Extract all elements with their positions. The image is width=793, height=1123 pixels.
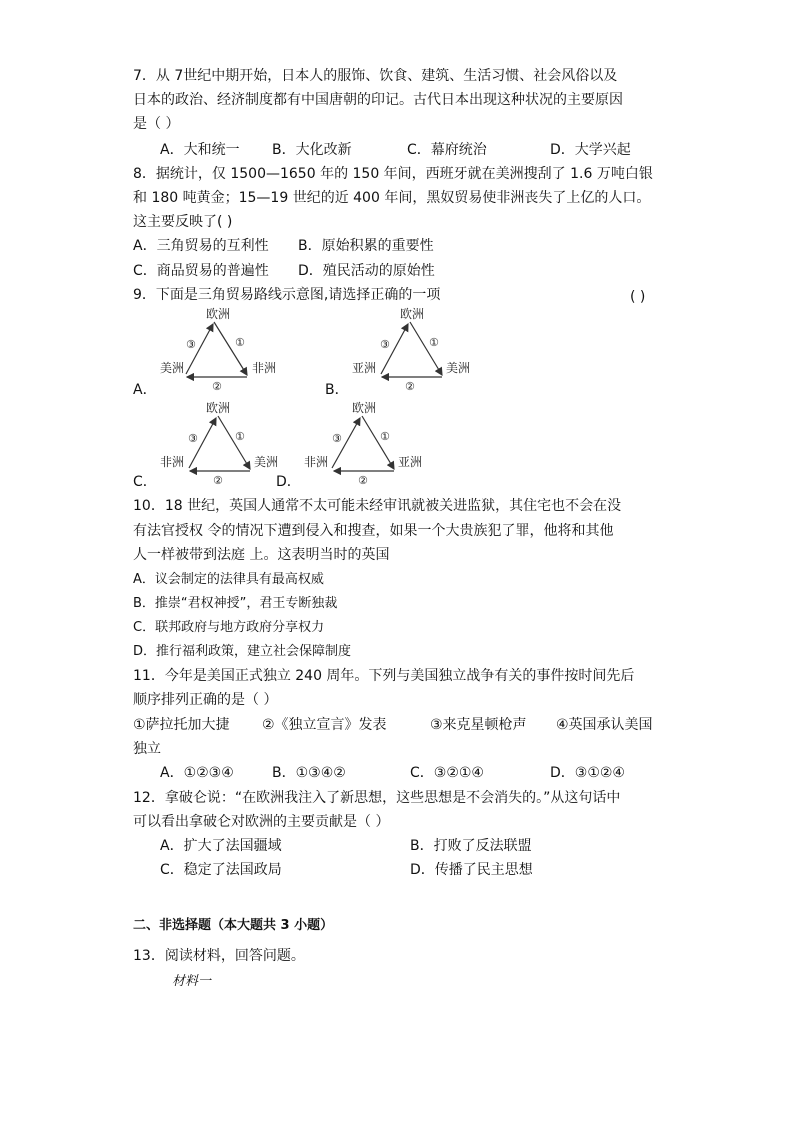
- q10-option-b[interactable]: B．推崇“君权神授”，君王专断独裁: [133, 596, 338, 611]
- label-2: ②: [213, 474, 223, 487]
- q11-event-3: ③来克星顿枪声: [430, 717, 527, 733]
- node-right: 亚洲: [398, 455, 423, 469]
- label-2: ②: [212, 380, 222, 393]
- q11-option-a[interactable]: A．①②③④: [160, 765, 234, 781]
- q9-option-c[interactable]: C．: [133, 474, 157, 490]
- q11-event-2: ②《独立宣言》发表: [262, 717, 387, 733]
- label-1: ①: [429, 336, 439, 349]
- q10-line-1: 10．18 世纪，英国人通常不太可能未经审讯就被关进监狱，其住宅也不会在没: [133, 498, 622, 514]
- q12-line-2: 可以看出拿破仑对欧洲的主要贡献是（ ）: [133, 814, 390, 830]
- q10-option-c[interactable]: C．联邦政府与地方政府分享权力: [133, 620, 325, 635]
- label-1: ①: [235, 336, 245, 349]
- label-3: ③: [188, 432, 198, 445]
- node-top: 欧洲: [400, 307, 425, 321]
- q12-option-c[interactable]: C．稳定了法国政局: [160, 862, 282, 878]
- label-3: ③: [332, 432, 342, 445]
- node-left: 美洲: [160, 361, 185, 375]
- label-1: ①: [380, 430, 390, 443]
- q11-option-b[interactable]: B．①③④②: [272, 765, 346, 781]
- q11-event-4: ④英国承认美国: [556, 717, 653, 733]
- q12-option-d[interactable]: D．传播了民主思想: [410, 862, 533, 878]
- q7-line-2: 日本的政治、经济制度都有中国唐朝的印记。古代日本出现这种状况的主要原因: [133, 92, 623, 108]
- node-top: 欧洲: [206, 401, 231, 415]
- q12-line-1: 12．拿破仑说：“在欧洲我注入了新思想，这些思想是不会消失的。”从这句话中: [133, 790, 621, 806]
- q9-diagram-a: [158, 304, 278, 394]
- q11-option-d[interactable]: D．③①②④: [550, 765, 625, 781]
- q10-option-d[interactable]: D．推行福利政策，建立社会保障制度: [133, 644, 352, 659]
- q12-option-a[interactable]: A．扩大了法国疆域: [160, 838, 282, 854]
- q9-diagram-b: [350, 304, 480, 394]
- q11-line-2: 顺序排列正确的是（ ）: [133, 692, 278, 708]
- q13-stem: 13．阅读材料，回答问题。: [133, 948, 305, 964]
- label-3: ③: [380, 338, 390, 351]
- q9-option-a[interactable]: A．: [133, 382, 157, 398]
- q7-option-d[interactable]: D．大学兴起: [550, 142, 631, 158]
- route-arrow-1: [218, 416, 250, 469]
- q9-stem: 9．下面是三角贸易路线示意图,请选择正确的一项: [133, 287, 441, 303]
- q12-option-b[interactable]: B．打败了反法联盟: [410, 838, 532, 854]
- node-right: 美洲: [446, 361, 471, 375]
- label-3: ③: [186, 338, 196, 351]
- q10-line-3: 人一样被带到法庭 上。这表明当时的英国: [133, 547, 390, 563]
- q7-option-b[interactable]: B．大化改新: [272, 142, 352, 158]
- label-1: ①: [235, 430, 245, 443]
- node-top: 欧洲: [352, 401, 377, 415]
- label-2: ②: [405, 380, 415, 393]
- q11-event-1: ①萨拉托加大捷: [133, 717, 230, 733]
- q8-option-b[interactable]: B．原始积累的重要性: [298, 238, 434, 254]
- q8-option-d[interactable]: D．殖民活动的原始性: [298, 263, 435, 279]
- q11-event-4-cont: 独立: [133, 741, 161, 757]
- q7-option-a[interactable]: A．大和统一: [160, 142, 240, 158]
- node-left: 非洲: [304, 455, 329, 469]
- section-title: 二、非选择题（本大题共 3 小题）: [133, 918, 334, 933]
- q7-line-3: 是（ ）: [133, 116, 180, 132]
- q11-option-c[interactable]: C．③②①④: [410, 765, 484, 781]
- q11-line-1: 11．今年是美国正式独立 240 周年。下列与美国独立战争有关的事件按时间先后: [133, 668, 635, 684]
- q10-option-a[interactable]: A．议会制定的法律具有最高权威: [133, 572, 324, 587]
- q8-line-1: 8．据统计，仅 1500—1650 年的 150 年间，西班牙就在美洲搜刮了 1.6 万吨白银: [133, 166, 653, 182]
- node-right: 非洲: [252, 361, 277, 375]
- q8-line-3: 这主要反映了( ): [133, 214, 233, 230]
- q8-line-2: 和 180 吨黄金；15—19 世纪的近 400 年间，黑奴贸易使非洲丧失了上亿的人口。: [133, 190, 651, 206]
- q7-line-1: 7．从 7世纪中期开始，日本人的服饰、饮食、建筑、生活习惯、社会风俗以及: [133, 68, 618, 84]
- q8-option-a[interactable]: A．三角贸易的互利性: [133, 238, 269, 254]
- q7-option-c[interactable]: C．幕府统治: [407, 142, 487, 158]
- node-left: 亚洲: [352, 361, 377, 375]
- q9-option-b[interactable]: B．: [325, 382, 349, 398]
- node-left: 非洲: [160, 455, 185, 469]
- node-top: 欧洲: [206, 307, 231, 321]
- q9-option-d[interactable]: D．: [276, 474, 301, 490]
- q8-option-c[interactable]: C．商品贸易的普遍性: [133, 263, 269, 279]
- q9-diagram-c: [158, 398, 283, 488]
- label-2: ②: [358, 474, 368, 487]
- q9-diagram-d: [300, 398, 435, 488]
- node-right: 美洲: [254, 455, 279, 469]
- q13-material-label: 材料一: [172, 974, 212, 989]
- q9-answer-paren: ( ): [630, 289, 646, 305]
- q10-line-2: 有法官授权 令的情况下遭到侵入和搜查，如果一个大贵族犯了罪，他将和其他: [133, 523, 614, 539]
